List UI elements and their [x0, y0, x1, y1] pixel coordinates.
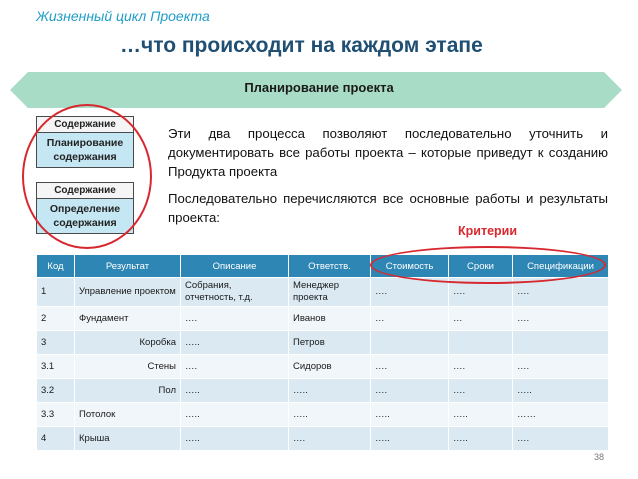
table-cell: …: [449, 307, 513, 331]
table-cell: Фундамент: [75, 307, 181, 331]
table-cell: 1: [37, 278, 75, 307]
table-row: [37, 355, 609, 379]
table-cell: Потолок: [75, 403, 181, 427]
table-cell: Петров: [289, 331, 371, 355]
column-header-specs: Спецификации: [513, 255, 609, 278]
process-box-header: Содержание: [37, 183, 133, 199]
process-box-line: Планирование: [46, 137, 124, 149]
table-cell: ….: [449, 355, 513, 379]
highlight-oval-criteria: [370, 246, 606, 284]
table-cell: …..: [181, 403, 289, 427]
page-number: 38: [593, 452, 604, 462]
table-cell: Менеджер проекта: [289, 278, 371, 307]
table-cell: …..: [371, 427, 449, 451]
table-row: [37, 307, 609, 331]
table-cell: ….: [513, 427, 609, 451]
table-cell: ….: [289, 427, 371, 451]
column-header-dates: Сроки: [449, 255, 513, 278]
table-cell: …..: [289, 379, 371, 403]
description-paragraph-2: Последовательно перечисляются все основные работы и результаты проекта:: [168, 191, 608, 225]
table-cell: …..: [449, 427, 513, 451]
column-header-cost: Стоимость: [371, 255, 449, 278]
process-box-header: Содержание: [37, 117, 133, 133]
slide-subtitle: Жизненный цикл Проекта: [36, 8, 210, 24]
description-paragraph-1: Эти два процесса позволяют последовательно уточнить и документировать все работы проекта – которые приведут к созданию Продукта проекта: [168, 126, 608, 179]
table-row: [37, 379, 609, 403]
table-cell: …..: [181, 331, 289, 355]
column-header-description: Описание: [181, 255, 289, 278]
slide-title: …что происходит на каждом этапе: [120, 34, 483, 57]
table-cell: ….: [513, 355, 609, 379]
column-header-owner: Ответств.: [289, 255, 371, 278]
table-cell: 3.3: [37, 403, 75, 427]
process-box-line: содержания: [53, 217, 117, 229]
table-cell: …..: [449, 403, 513, 427]
table-row: [37, 331, 609, 355]
table-row: [37, 403, 609, 427]
table-cell: 3.2: [37, 379, 75, 403]
table-cell: ….: [449, 278, 513, 307]
table-cell: [371, 331, 449, 355]
table-cell: …..: [181, 427, 289, 451]
table-cell: Коробка: [75, 331, 181, 355]
table-cell: Пол: [75, 379, 181, 403]
table-cell: …: [371, 307, 449, 331]
table-cell: ……: [513, 403, 609, 427]
criteria-label: Критерии: [458, 224, 518, 238]
table-cell: Управление проектом: [75, 278, 181, 307]
table-cell: …..: [513, 379, 609, 403]
column-header-result: Результат: [75, 255, 181, 278]
process-box-line: содержания: [53, 151, 117, 163]
table-cell: 2: [37, 307, 75, 331]
table-cell: ….: [181, 355, 289, 379]
process-box-line: Определение: [49, 203, 121, 215]
table-cell: 3: [37, 331, 75, 355]
table-cell: ….: [181, 307, 289, 331]
work-breakdown-table: [36, 254, 609, 451]
table-cell: ….: [371, 379, 449, 403]
table-cell: …..: [289, 403, 371, 427]
table-cell: 3.1: [37, 355, 75, 379]
table-row: [37, 427, 609, 451]
highlight-oval-processes: [22, 104, 152, 249]
table-cell: ….: [513, 278, 609, 307]
table-cell: ….: [449, 379, 513, 403]
table-cell: Иванов: [289, 307, 371, 331]
table-cell: ….: [371, 355, 449, 379]
table-cell: ….: [371, 278, 449, 307]
column-header-code: Код: [37, 255, 75, 278]
table-cell: …..: [181, 379, 289, 403]
table-cell: Собрания, отчетность, т.д.: [181, 278, 289, 307]
table-cell: [513, 331, 609, 355]
phase-banner-label: Планирование проекта: [244, 80, 394, 95]
table-cell: [449, 331, 513, 355]
table-cell: Сидоров: [289, 355, 371, 379]
table-cell: Стены: [75, 355, 181, 379]
table-cell: …..: [371, 403, 449, 427]
table-cell: ….: [513, 307, 609, 331]
table-cell: 4: [37, 427, 75, 451]
table-cell: Крыша: [75, 427, 181, 451]
